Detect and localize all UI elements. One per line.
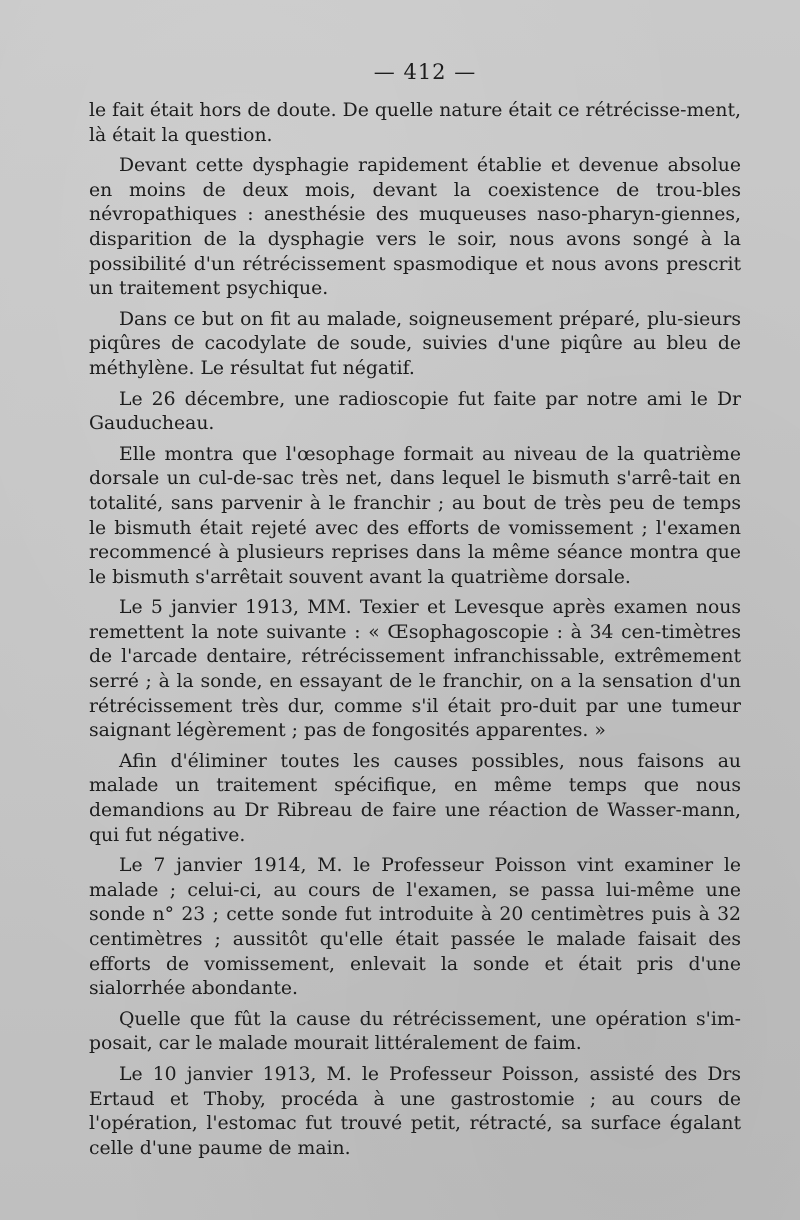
paragraph-5: Elle montra que l'œsophage formait au niveau de la quatrième dorsale un cul-de-sac très net, dans lequel le bismuth s'arrê-tait en totalité, sans parvenir à le franchir ; au bout de très peu de temps le bismuth était rejeté avec des efforts de vomissement ; l'examen recommencé à plusieurs reprises dans la même séance montra que le bismuth s'arrêtait souvent avant la quatrième dorsale. — [89, 443, 741, 588]
paragraph-1: le fait était hors de doute. De quelle nature était ce rétrécisse-ment, là était la question. — [89, 100, 741, 146]
paragraph-7: Afin d'éliminer toutes les causes possibles, nous faisons au malade un traitement spécifique, en même temps que nous demandions au Dr Ribreau de faire une réaction de Wasser-mann, qui fut négative. — [89, 750, 741, 846]
paragraph-10: Le 10 janvier 1913, M. le Professeur Poisson, assisté des Drs Ertaud et Thoby, procéda à une gastrostomie ; au cours de l'opération, l'estomac fut trouvé petit, rétracté, sa surface égalant celle d'une paume de main. — [89, 1063, 741, 1159]
paragraph-8: Le 7 janvier 1914, M. le Professeur Poisson vint examiner le malade ; celui-ci, au cours de l'examen, se passa lui-même une sonde n° 23 ; cette sonde fut introduite à 20 centimètres puis à 32 centimètres ; aussitôt qu'elle était passée le malade faisait des efforts de vomissement, enlevait la sonde et était pris d'une sialorrhée abondante. — [89, 855, 741, 1000]
paragraph-9: Quelle que fût la cause du rétrécissement, une opération s'im-posait, car le malade mourait littéralement de faim. — [89, 1008, 741, 1055]
paragraph-3: Dans ce but on fit au malade, soigneusement préparé, plu-sieurs piqûres de cacodylate de soude, suivies d'une piqûre au bleu de méthylène. Le résultat fut négatif. — [89, 308, 741, 379]
page-number: — 412 — — [373, 60, 477, 84]
paragraph-4: Le 26 décembre, une radioscopie fut faite par notre ami le Dr Gauducheau. — [89, 388, 741, 435]
paragraph-2: Devant cette dysphagie rapidement établie et devenue absolue en moins de deux mois, devant la coexistence de trou-bles névropathiques : anesthésie des muqueuses naso-pharyn-giennes, disparition de la dysphagie vers le soir, nous avons songé à la possibilité d'un rétrécissement spasmodique et nous avons prescrit un traitement psychique. — [89, 155, 741, 300]
paragraph-6: Le 5 janvier 1913, MM. Texier et Levesque après examen nous remettent la note suivante : « Œsophagoscopie : à 34 cen-timètres de l'arcade dentaire, rétrécissement infranchissable, extrêmement serré ; à la sonde, en essayant de le franchir, on a la sensation d'un rétrécissement très dur, comme s'il était pro-duit par une tumeur saignant légèrement ; pas de fongosités apparentes. » — [89, 597, 741, 742]
body-text — [89, 99, 741, 1167]
